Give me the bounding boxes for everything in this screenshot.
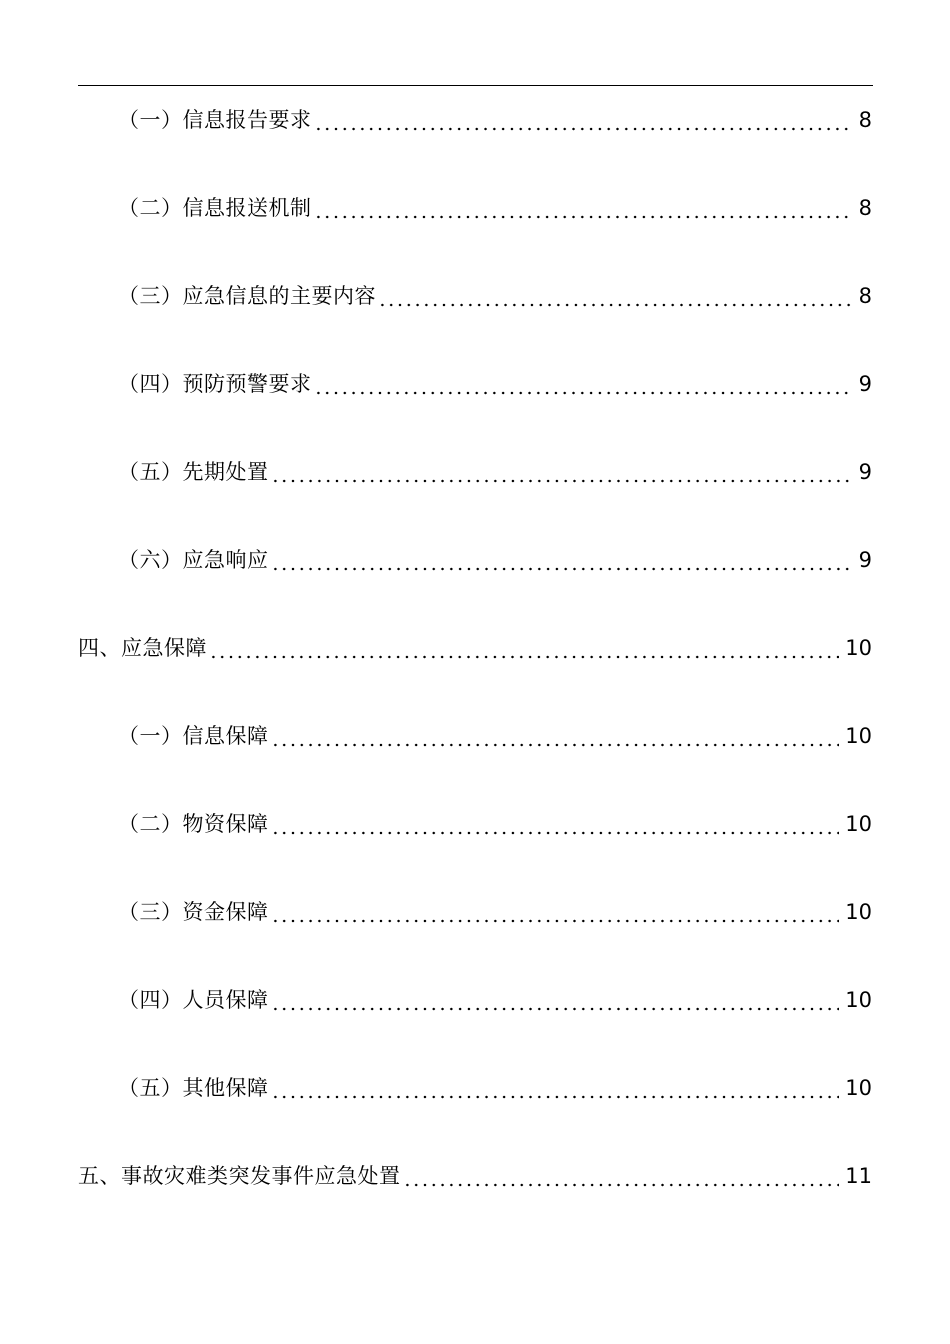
toc-entry-page: 10 — [845, 724, 872, 748]
dot-leader — [271, 808, 840, 840]
dot-leader — [271, 1072, 840, 1104]
toc-entry-page: 10 — [845, 900, 872, 924]
toc-entry[interactable] — [118, 280, 872, 312]
toc-entry-title: （四）人员保障 — [118, 988, 269, 1012]
toc-entry[interactable] — [118, 104, 872, 136]
toc-entry-page: 8 — [858, 196, 872, 220]
toc-entry-title: （二）信息报送机制 — [118, 196, 312, 220]
toc-entry-page: 9 — [858, 372, 872, 396]
toc-entry[interactable] — [118, 984, 872, 1016]
dot-leader — [314, 104, 853, 136]
dot-leader — [271, 456, 853, 488]
toc-entry-title: 五、事故灾难类突发事件应急处置 — [78, 1164, 401, 1188]
toc-entry-page: 11 — [845, 1164, 872, 1188]
toc-entry-title: （一）信息保障 — [118, 724, 269, 748]
toc-entry-title: （一）信息报告要求 — [118, 108, 312, 132]
dot-leader — [378, 280, 853, 312]
toc-entry-title: （三）资金保障 — [118, 900, 269, 924]
toc-entry[interactable] — [118, 192, 872, 224]
toc-entry[interactable] — [118, 720, 872, 752]
toc-entry-page: 10 — [845, 988, 872, 1012]
toc-entry[interactable] — [118, 368, 872, 400]
toc-entry-title: （五）先期处置 — [118, 460, 269, 484]
toc-entry[interactable] — [78, 632, 872, 664]
dot-leader — [271, 896, 840, 928]
toc-entry-title: （六）应急响应 — [118, 548, 269, 572]
toc-entry[interactable] — [118, 456, 872, 488]
toc-entry-title: 四、应急保障 — [78, 636, 207, 660]
toc-entry-page: 8 — [858, 108, 872, 132]
toc-entry-page: 10 — [845, 1076, 872, 1100]
toc-entry[interactable] — [118, 808, 872, 840]
toc-entry-title: （二）物资保障 — [118, 812, 269, 836]
toc-entry-page: 9 — [858, 548, 872, 572]
dot-leader — [271, 720, 840, 752]
dot-leader — [271, 984, 840, 1016]
toc-entry-title: （三）应急信息的主要内容 — [118, 284, 376, 308]
toc-entry-page: 8 — [858, 284, 872, 308]
toc-entry[interactable] — [78, 1160, 872, 1192]
toc-entry-title: （五）其他保障 — [118, 1076, 269, 1100]
toc-entry[interactable] — [118, 896, 872, 928]
toc-entry-page: 9 — [858, 460, 872, 484]
dot-leader — [209, 632, 839, 664]
dot-leader — [271, 544, 853, 576]
toc-entry[interactable] — [118, 1072, 872, 1104]
toc-entry[interactable] — [118, 544, 872, 576]
toc-entry-page: 10 — [845, 636, 872, 660]
dot-leader — [314, 368, 853, 400]
toc-entry-page: 10 — [845, 812, 872, 836]
dot-leader — [403, 1160, 840, 1192]
dot-leader — [314, 192, 853, 224]
toc-entry-title: （四）预防预警要求 — [118, 372, 312, 396]
